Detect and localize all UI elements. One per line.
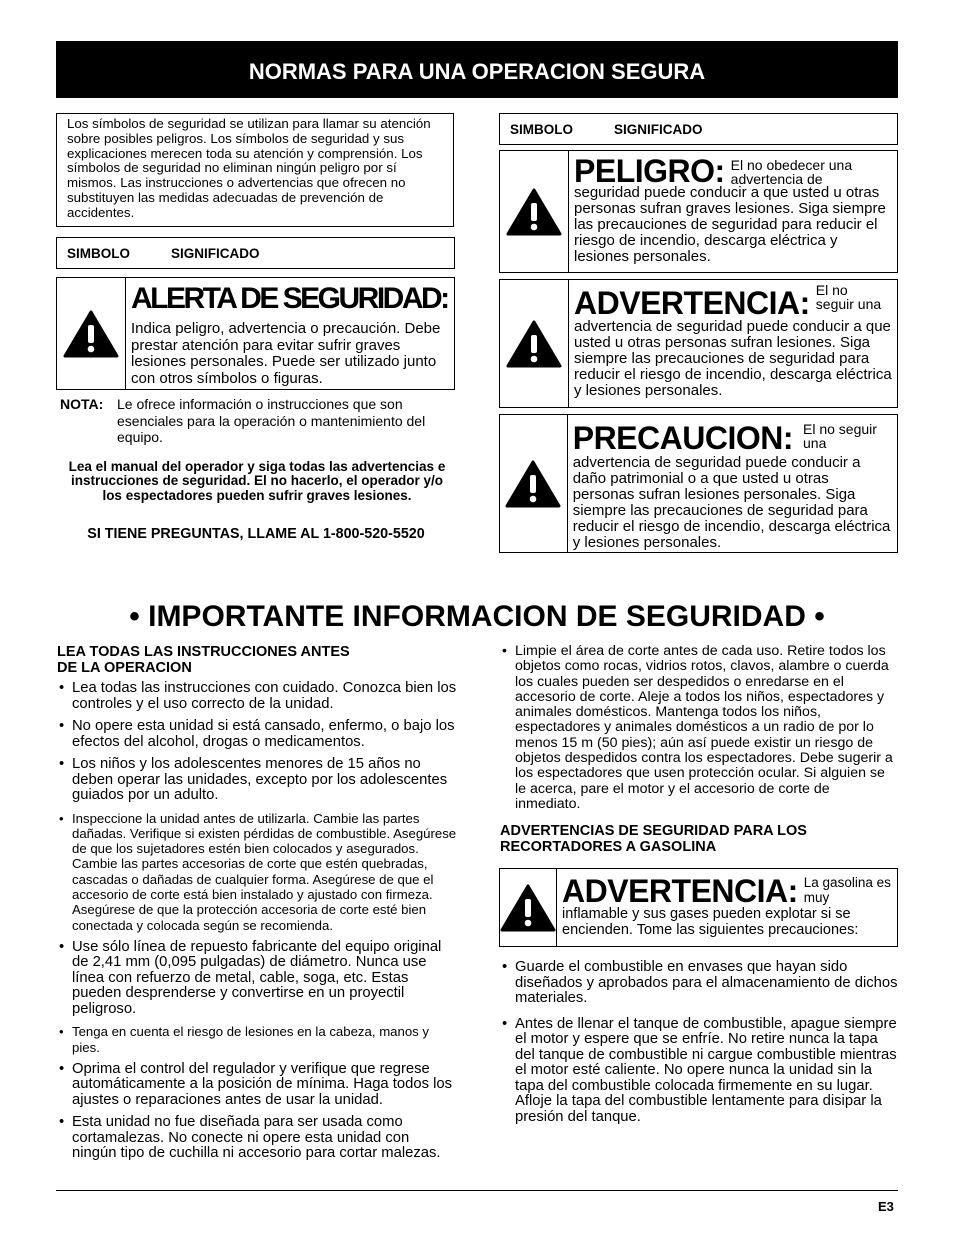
- alerta-symbol-row: [56, 277, 455, 390]
- page-number: E3: [878, 1199, 894, 1214]
- warning-triangle-icon: [57, 278, 126, 389]
- advertencia-gasolina-title: ADVERTENCIA:: [562, 873, 798, 909]
- precaucion-symbol-row: [499, 414, 898, 553]
- nota-label: NOTA:: [60, 396, 104, 412]
- significado-header: SIGNIFICADO: [171, 245, 260, 261]
- phone-line: SI TIENE PREGUNTAS, LLAME AL 1-800-520-5520: [87, 526, 425, 542]
- list-item: • Los niños y los adolescentes menores de 15 años no deben operar las unidades, excepto por los adolescentes guiados por un adulto.: [57, 757, 457, 804]
- warning-triangle-icon: [500, 280, 569, 407]
- warning-triangle-icon: [500, 869, 557, 946]
- warning-triangle-icon: [500, 415, 568, 552]
- list-item: • Oprima el control del regulador y verifique que regrese automáticamente a la posición de mínima. Haga todos los ajustes o reparaciones antes de usar la unidad.: [57, 1062, 457, 1109]
- symbol-table-header: [56, 237, 455, 269]
- advertencia-gasolina-lead: La gasolina es muy: [803, 875, 891, 905]
- warning-triangle-icon: [500, 151, 569, 272]
- list-item: • Esta unidad no fue diseñada para ser usada como cortamalezas. No conecte ni opere esta unidad con ningún tipo de cuchilla ni accesorio para cortar malezas.: [57, 1115, 457, 1162]
- significado-header: SIGNIFICADO: [614, 121, 703, 137]
- left-column: [57, 644, 457, 1169]
- right-column: [500, 644, 898, 855]
- list-item: • Antes de llenar el tanque de combustible, apague siempre el motor y espere que se enfríe. No retire nunca la tapa del tanque de combustible ni cargue combustible mientras el motor esté caliente. No opere nunca la unidad sin la tapa del combustible colocada firmemente en su lugar. Afloje la tapa del combustible lentamente para disipar la presión del tanque.: [500, 1017, 898, 1126]
- precaucion-text: advertencia de seguridad puede conducir a daño patrimonial o a que usted u otras personas sufran lesiones personales. Siga siempre las precauciones de seguridad para reducir el riesgo de incendio, descarga eléctrica y lesiones personales.: [572, 454, 891, 551]
- manual-notice: Lea el manual del operador y siga todas las advertencias e instrucciones de seguridad. El no hacerlo, el operador y/o los espectadores pueden sufrir graves lesiones.: [68, 459, 446, 503]
- advertencia-lead: El no seguir una: [815, 282, 882, 312]
- nota-block: [60, 396, 450, 446]
- list-item: • Limpie el área de corte antes de cada uso. Retire todos los objetos como rocas, vidrios rotos, clavos, alambre o cuerda los cuales pueden ser despedidos o enredarse en el accesorio de corte. Aleje a todos los niños, espectadores y animales domésticos. Mantenga todos los niños, espectadores y animales domésticos a un radio de por lo menos 15 m (50 pies); aún así puede existir un riesgo de objetos despedidos contra los espectadores. Debe sugerir a los espectadores que usen protección ocular. Si alguien se le acerca, pare el motor y el accesorio de corte de inmediato.: [500, 644, 898, 812]
- peligro-text: seguridad puede conducir a que usted u otras personas sufran graves lesiones. Siga siempre las precauciones de seguridad para reducir el riesgo de incendio, descarga eléctrica y lesiones personales.: [574, 184, 886, 265]
- list-item: • Inspeccione la unidad antes de utilizarla. Cambie las partes dañadas. Verifique si existen pérdidas de combustible. Asegúrese de que los sujetadores estén bien colocados y asegurados. Cambie las partes accesorias de corte que estén quebradas, cascadas o dañadas de cualquier forma. Asegúrese de que el accesorio de corte está bien instalado y ajustado con firmeza. Asegúrese de que la protección accesoria de corte esté bien conectada y colocada según se recomienda.: [57, 811, 457, 933]
- list-item: • Use sólo línea de repuesto fabricante del equipo original de 2,41 mm (0,095 pulgadas) de diámetro. Nunca use línea con refuerzo de metal, cable, soga, etc. Estas pueden desprenderse y convertirse en un proyectil peligroso.: [57, 940, 457, 1018]
- simbolo-header: SIMBOLO: [67, 245, 130, 261]
- advertencia-gasolina-row: [499, 868, 898, 947]
- advertencia-gasolina-text: inflamable y sus gases pueden explotar si se encienden. Tome las siguientes precauciones:: [562, 906, 859, 938]
- important-title: • IMPORTANTE INFORMACION DE SEGURIDAD •: [129, 600, 825, 633]
- alerta-title: ALERTA DE SEGURIDAD:: [131, 282, 448, 315]
- list-item: • Tenga en cuenta el riesgo de lesiones en la cabeza, manos y pies.: [57, 1024, 457, 1055]
- list-item: • Guarde el combustible en envases que hayan sido diseñados y aprobados para el almacenamiento de dichos materiales.: [500, 960, 898, 1007]
- precaucion-lead: El no seguir una: [803, 421, 877, 451]
- list-item: • Lea todas las instrucciones con cuidado. Conozca bien los controles y el uso correcto de la unidad.: [57, 681, 457, 712]
- right-heading: ADVERTENCIAS DE SEGURIDAD PARA LOS RECORTADORES A GASOLINA: [500, 823, 807, 856]
- list-item: • No opere esta unidad si está cansado, enfermo, o bajo los efectos del alcohol, drogas o medicamentos.: [57, 719, 457, 750]
- footer-divider: [56, 1190, 898, 1191]
- nota-text: Le ofrece información o instrucciones que son esenciales para la operación o mantenimiento del equipo.: [117, 396, 426, 445]
- peligro-lead: El no obedecer una advertencia de: [730, 157, 853, 187]
- simbolo-header: SIMBOLO: [510, 121, 573, 137]
- section-banner: NORMAS PARA UNA OPERACION SEGURA: [56, 41, 898, 98]
- advertencia-symbol-row: [499, 279, 898, 408]
- alerta-text: Indica peligro, advertencia o precaución. Debe prestar atención para evitar sufrir graves lesiones personales. Puede ser utilizado junto con otros símbolos o figuras.: [131, 320, 441, 387]
- peligro-title: PELIGRO:: [574, 153, 725, 189]
- advertencia-title: ADVERTENCIA:: [574, 285, 810, 321]
- intro-text: Los símbolos de seguridad se utilizan para llamar su atención sobre posibles peligros. Los símbolos de seguridad y sus explicaciones merecen toda su atención y comprensión. Los símbolos de seguridad no eliminan ningún peligro por sí mismos. Las instrucciones o advertencias que ofrecen no substituyen las medidas adecuadas de prevención de accidentes.: [56, 113, 454, 227]
- precaucion-title: PRECAUCION:: [572, 420, 793, 456]
- peligro-symbol-row: [499, 150, 898, 273]
- advertencia-text: advertencia de seguridad puede conducir a que usted u otras personas sufran lesiones. Siga siempre las precauciones de seguridad para reducir el riesgo de incendio, descarga eléctrica y lesiones personales.: [574, 318, 892, 399]
- fuel-list: [500, 960, 898, 1132]
- left-heading: LEA TODAS LAS INSTRUCCIONES ANTES DE LA OPERACION: [57, 644, 350, 676]
- symbol-table-header-right: [499, 113, 898, 145]
